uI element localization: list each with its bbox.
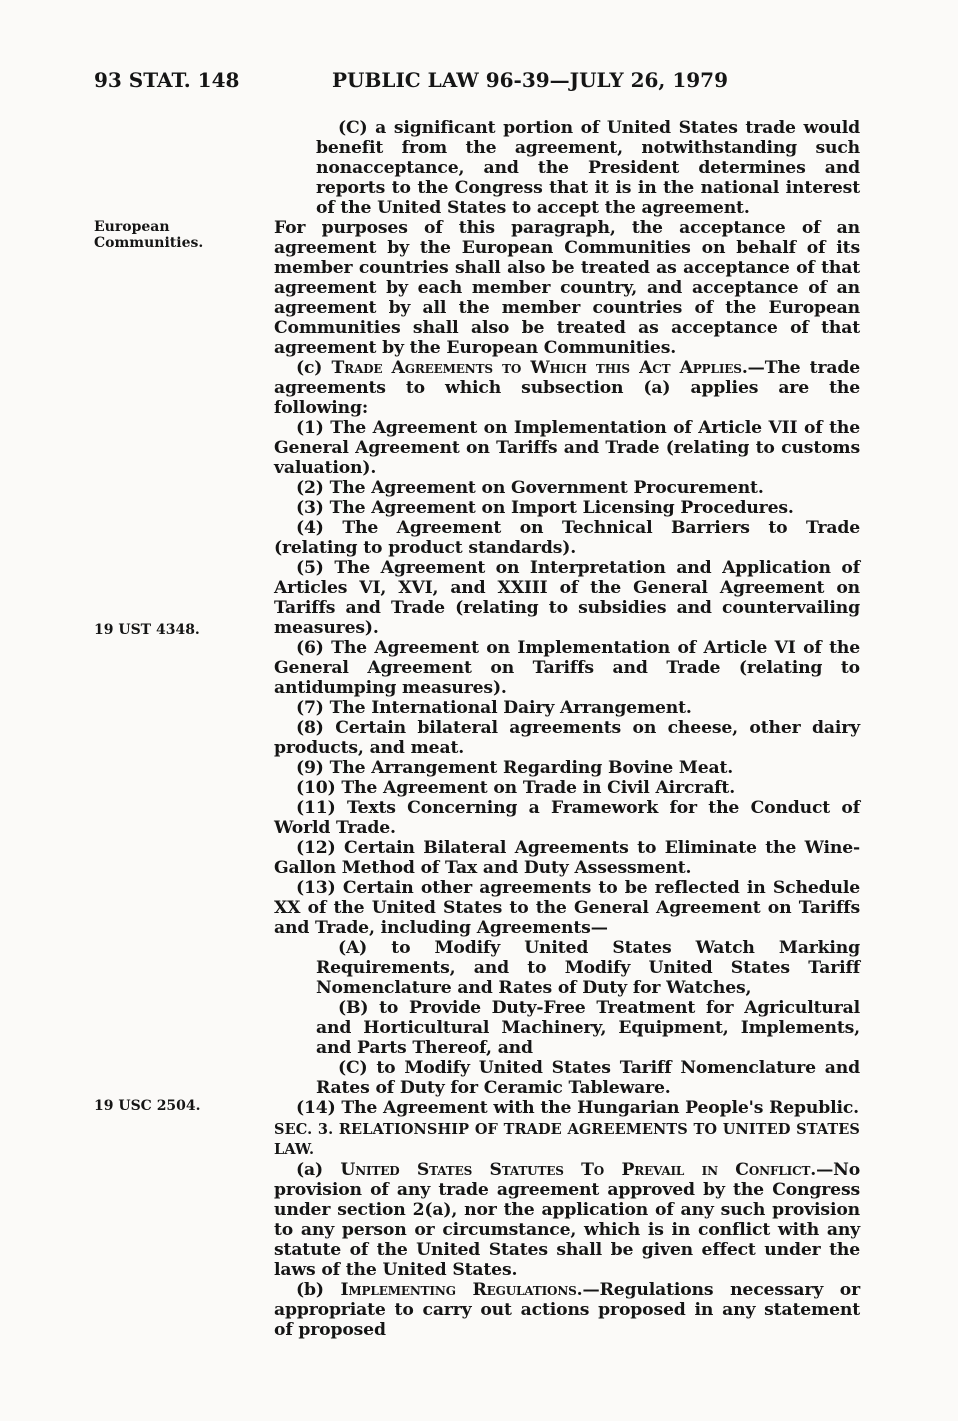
subsection-c-heading: Trade Agreements to Which this Act Applies. (331, 358, 748, 378)
list-item: (10) The Agreement on Trade in Civil Aircraft. (296, 778, 736, 798)
statute-citation: 93 STAT. 148 (94, 68, 240, 92)
subsection-c (274, 358, 860, 418)
list-item: (7) The International Dairy Arrangement. (296, 698, 692, 718)
paragraph-c-subitem: (C) a significant portion of United States trade would benefit from the agreement, notwithstanding such nonacceptance, and the President determines and reports to the Congress that it is in the national interest of the United States to accept the agreement. (316, 118, 860, 218)
margin-note-european (94, 219, 203, 251)
subsection-b-label: (b) (296, 1280, 324, 1300)
list-item: (11) Texts Concerning a Framework for the Conduct of World Trade. (274, 798, 860, 838)
margin-note-ust: 19 UST 4348. (94, 622, 200, 638)
subsection-a-label: (a) (296, 1160, 323, 1180)
list-item: (1) The Agreement on Implementation of Article VII of the General Agreement on Tariffs and Trade (relating to customs valuation). (274, 418, 860, 478)
list-item: (5) The Agreement on Interpretation and Application of Articles VI, XVI, and XXIII of the General Agreement on Tariffs and Trade (relating to subsidies and countervailing measures). (274, 558, 860, 638)
list-item: (3) The Agreement on Import Licensing Procedures. (296, 498, 794, 518)
subsection-a-text: —No provision of any trade agreement approved by the Congress under section 2(a), nor the application of any such provision to any person or circumstance, which is in conflict with any statute of the United States shall be given effect under the laws of the United States. (274, 1160, 861, 1280)
list-subitem: (A) to Modify United States Watch Marking Requirements, and to Modify United States Tariff Nomenclature and Rates of Duty for Watches, (316, 938, 860, 998)
margin-note-european-line2: Communities. (94, 235, 204, 251)
page-header (94, 68, 864, 96)
subsection-b (274, 1280, 860, 1340)
list-subitem: (B) to Provide Duty-Free Treatment for Agricultural and Horticultural Machinery, Equipment, Implements, and Parts Thereof, and (316, 998, 860, 1058)
list-subitem: (C) to Modify United States Tariff Nomenclature and Rates of Duty for Ceramic Tableware. (316, 1058, 860, 1098)
section-3-heading: SEC. 3. RELATIONSHIP OF TRADE AGREEMENTS TO UNITED STATES LAW. (274, 1121, 860, 1158)
paragraph-european-communities: For purposes of this paragraph, the acceptance of an agreement by the European Communities on behalf of its member countries shall also be treated as acceptance of that agreement by each member country, and acceptance of an agreement by all the member countries of the European Communities shall also be treated as acceptance of that agreement by the European Communities. (274, 218, 860, 358)
document-body (274, 118, 860, 1340)
list-item: (2) The Agreement on Government Procurement. (296, 478, 764, 498)
list-item: (8) Certain bilateral agreements on cheese, other dairy products, and meat. (274, 718, 860, 758)
margin-note-european-line1: European (94, 219, 170, 235)
list-item: (12) Certain Bilateral Agreements to Eliminate the Wine-Gallon Method of Tax and Duty Assessment. (274, 838, 860, 878)
subsection-c-label: (c) (296, 358, 323, 378)
subsection-a (274, 1160, 860, 1280)
list-item: (9) The Arrangement Regarding Bovine Meat. (296, 758, 734, 778)
list-item: (6) The Agreement on Implementation of Article VI of the General Agreement on Tariffs and Trade (relating to antidumping measures). (274, 638, 860, 698)
subsection-b-heading: Implementing Regulations. (340, 1280, 583, 1300)
list-item: (13) Certain other agreements to be reflected in Schedule XX of the United States to the General Agreement on Tariffs and Trade, including Agreements— (274, 878, 860, 938)
subsection-a-heading: United States Statutes To Prevail in Conflict. (340, 1160, 817, 1180)
subsection-b-text: —Regulations necessary or appropriate to carry out actions proposed in any statement of proposed (274, 1280, 860, 1340)
subsection-c-text: —The trade agreements to which subsection (a) applies are the following: (274, 358, 860, 418)
list-item: (4) The Agreement on Technical Barriers to Trade (relating to product standards). (274, 518, 860, 558)
margin-note-usc: 19 USC 2504. (94, 1098, 201, 1114)
list-item: (14) The Agreement with the Hungarian People's Republic. (296, 1098, 860, 1118)
page-title: PUBLIC LAW 96-39—JULY 26, 1979 (332, 68, 729, 92)
